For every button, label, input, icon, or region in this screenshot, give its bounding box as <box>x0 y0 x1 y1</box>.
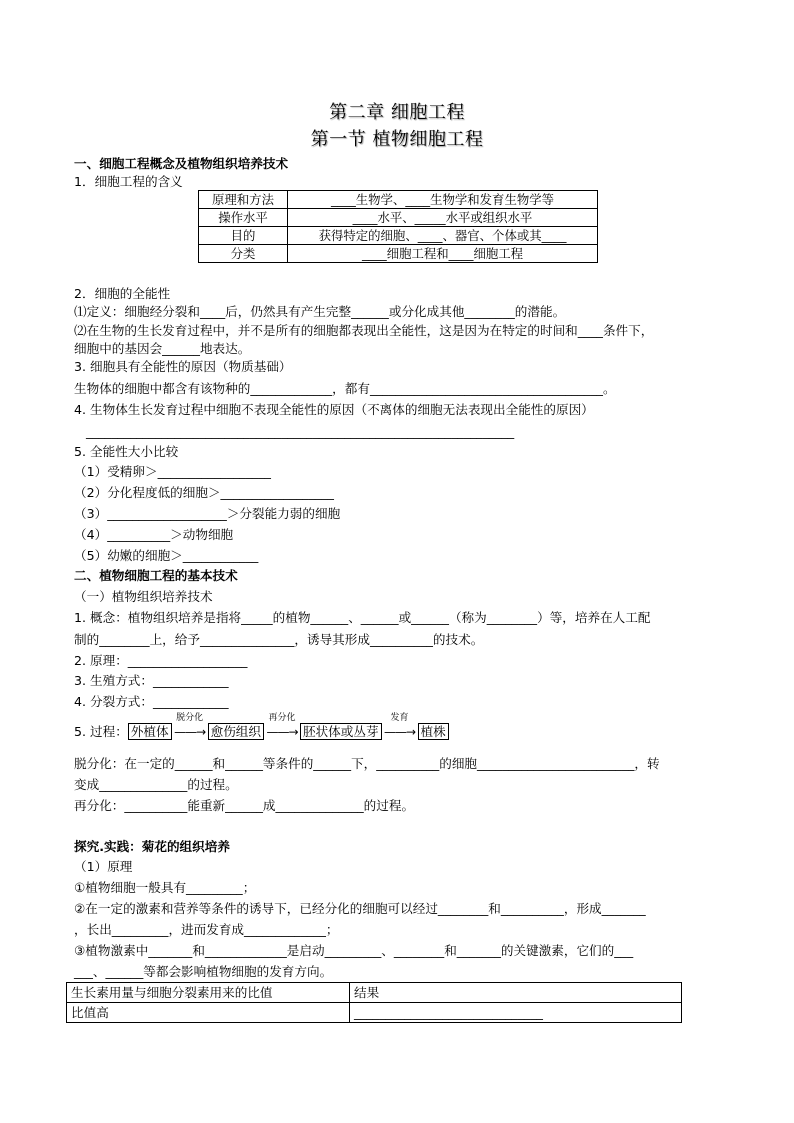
text-line: （5）幼嫩的细胞＞____________ <box>74 548 259 563</box>
text-line: 再分化：__________能重新______成______________的过程。 <box>74 798 415 813</box>
arrow-dedifferentiation: 脱分化 ——→ <box>172 722 208 742</box>
table-header-cell: 结果 <box>350 983 682 1003</box>
table-row <box>199 191 598 209</box>
arrow-label: 再分化 <box>268 713 296 723</box>
table-cell: 获得特定的细胞、____、器官、个体或其____ <box>288 227 598 245</box>
process-diagram <box>74 713 449 742</box>
arrow-redifferentiation: 再分化 ——→ <box>264 722 300 742</box>
text-line: （1）受精卵＞__________________ <box>74 464 271 479</box>
table-cell: ____水平、_____水平或组织水平 <box>288 209 598 227</box>
text-line: 3. 生殖方式：____________ <box>74 673 229 688</box>
text-line: ，长出_________，进而发育成_____________； <box>74 922 339 937</box>
text-line: 2. 原理：___________________ <box>74 653 248 668</box>
item-5-heading: 5. 全能性大小比较 <box>74 444 179 459</box>
text-line: （2）分化程度低的细胞＞__________________ <box>74 485 334 500</box>
arrow-label: 脱分化 <box>176 713 204 723</box>
text-line: ③植物激素中_______和_____________是启动_________、________和_______的关键激素，它们的___ <box>74 943 634 958</box>
text-line: 4. 分裂方式：____________ <box>74 694 229 709</box>
text-line: 制的________上，给予_______________，诱导其形成__________的技术。 <box>74 632 484 647</box>
heading-part-one: 一、细胞工程概念及植物组织培养技术 <box>74 156 289 171</box>
text-line: 1. 概念：植物组织培养是指将_____的植物______、______或______（称为________）等，培养在人工配 <box>74 610 651 625</box>
table-cell: ____细胞工程和____细胞工程 <box>288 245 598 263</box>
stage-plantlet: 植株 <box>418 723 449 740</box>
arrow-label: 发育 <box>390 713 409 723</box>
answer-line: ____________________________________________________________________ <box>86 424 515 439</box>
section-title: 第一节 植物细胞工程 <box>310 129 484 150</box>
heading-part-two: 二、植物细胞工程的基本技术 <box>74 568 238 583</box>
table-row <box>199 209 598 227</box>
text-line: 变成______________的过程。 <box>74 777 238 792</box>
text-line: ①植物细胞一般具有_________； <box>74 880 256 895</box>
heading-exploration: 探究.实践：菊花的组织培养 <box>74 839 230 854</box>
stage-callus: 愈伤组织 <box>208 723 264 740</box>
text-line: （1）原理 <box>74 859 133 874</box>
item-4-heading: 4. 生物体生长发育过程中细胞不表现全能性的原因（不离体的细胞无法表现出全能性的原因） <box>74 402 594 417</box>
hormone-ratio-table <box>66 982 682 1023</box>
table-header-cell: 生长素用量与细胞分裂素用来的比值 <box>67 983 350 1003</box>
text-line: （3）___________________＞分裂能力弱的细胞 <box>74 506 341 521</box>
table-cell: 操作水平 <box>199 209 288 227</box>
item-2-heading: 2．细胞的全能性 <box>74 286 171 301</box>
text-line: 细胞中的基因会______地表达。 <box>74 341 251 356</box>
cell-engineering-table <box>198 190 598 263</box>
table-row <box>67 983 682 1003</box>
table-row <box>67 1003 682 1023</box>
chapter-title: 第二章 细胞工程 <box>329 102 465 123</box>
table-cell: ______________________________ <box>350 1003 682 1023</box>
item-1-heading: 1．细胞工程的含义 <box>74 174 183 189</box>
text-line: ⑴定义：细胞经分裂和____后，仍然具有产生完整______或分化成其他________的潜能。 <box>74 304 566 319</box>
text-line: ②在一定的激素和营养等条件的诱导下，已经分化的细胞可以经过________和__________，形成_______ <box>74 901 646 916</box>
table-cell: 目的 <box>199 227 288 245</box>
stage-explant: 外植体 <box>128 723 172 740</box>
process-label: 5. 过程： <box>74 724 128 739</box>
arrow-development: 发育 ——→ <box>382 722 418 742</box>
table-row <box>199 245 598 263</box>
item-3-heading: 3. 细胞具有全能性的原因（物质基础） <box>74 359 292 374</box>
text-line: ___、______等都会影响植物细胞的发育方向。 <box>74 964 333 979</box>
subheading: （一）植物组织培养技术 <box>74 589 213 604</box>
text-line: 脱分化：在一定的______和______等条件的______下，__________的细胞_________________________，转 <box>74 756 660 771</box>
text-line: （4）__________＞动物细胞 <box>74 527 234 542</box>
table-cell: 原理和方法 <box>199 191 288 209</box>
table-row <box>199 227 598 245</box>
text-line: 生物体的细胞中都含有该物种的_____________，都有_____________________________________。 <box>74 381 616 396</box>
table-cell: 分类 <box>199 245 288 263</box>
table-cell: 比值高 <box>67 1003 350 1023</box>
table-cell: ____生物学、____生物学和发育生物学等 <box>288 191 598 209</box>
text-line: ⑵在生物的生长发育过程中，并不是所有的细胞都表现出全能性，这是因为在特定的时间和____条件下， <box>74 323 654 338</box>
stage-embryoid: 胚状体或丛芽 <box>300 723 382 740</box>
